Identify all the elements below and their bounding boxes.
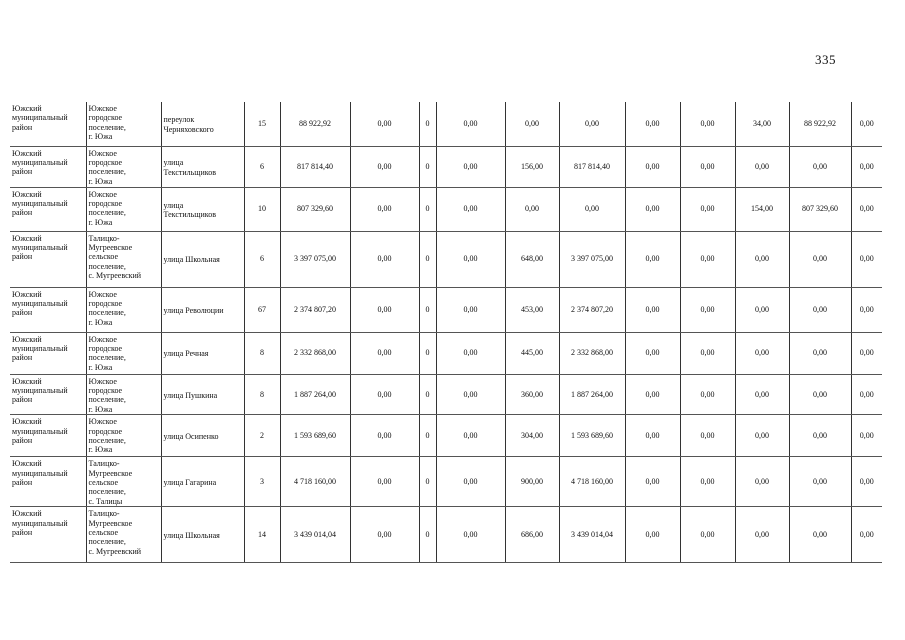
settlement-cell-line: Талицко-	[88, 233, 120, 243]
count-col-cell: 0	[419, 187, 436, 231]
cost-col-7-cell: 0,00	[851, 332, 882, 374]
area-col-2-cell: 0,00	[735, 332, 789, 374]
cost-col-2-cell: 0,00	[436, 187, 505, 231]
cost-col-5-cell: 0,00	[680, 287, 735, 332]
settlement-cell-line: Южское	[88, 417, 117, 427]
settlement-cell-line: городское	[88, 385, 123, 395]
cost-col-6-cell: 88 922,92	[789, 102, 851, 146]
count-col-cell: 0	[419, 332, 436, 374]
cost-col-1-cell: 0,00	[350, 415, 419, 457]
cost-col-6-cell: 0,00	[789, 457, 851, 507]
table-row	[10, 415, 882, 457]
district-cell	[10, 457, 86, 507]
settlement-cell-line: Южское	[88, 148, 117, 158]
cost-col-6-cell: 807 329,60	[789, 187, 851, 231]
cost-col-5-cell: 0,00	[680, 374, 735, 415]
settlement-cell-line: г. Южа	[88, 445, 113, 455]
settlement-cell	[86, 374, 161, 415]
cost-col-7-cell: 0,00	[851, 287, 882, 332]
district-cell-line: Южский	[12, 509, 42, 519]
area-col-1-cell: 0,00	[505, 102, 559, 146]
area-col-1-cell: 648,00	[505, 231, 559, 287]
settlement-cell-line: Мугреевское	[88, 468, 133, 478]
cost-col-6-cell: 0,00	[789, 146, 851, 187]
district-cell-line: район	[12, 167, 33, 177]
house-number-cell: 3	[244, 457, 280, 507]
district-cell-line: район	[12, 435, 33, 445]
cost-col-6-cell: 0,00	[789, 231, 851, 287]
street-cell-line: улица Гагарина	[163, 477, 217, 487]
settlement-cell-line: поселение,	[88, 122, 126, 132]
street-cell-line: Текстильщиков	[163, 210, 216, 219]
cost-col-7-cell: 0,00	[851, 457, 882, 507]
cost-col-1-cell: 0,00	[350, 102, 419, 146]
area-col-1-cell: 445,00	[505, 332, 559, 374]
settlement-cell-line: г. Южа	[88, 404, 113, 414]
settlement-cell-line: Мугреевское	[88, 518, 133, 528]
total-cost-cell: 88 922,92	[280, 102, 350, 146]
cost-col-1-cell: 0,00	[350, 332, 419, 374]
settlement-cell-line: городское	[88, 343, 123, 353]
street-cell-line: улица Пушкина	[163, 390, 218, 400]
street-cell-line: улица	[163, 158, 184, 168]
street-cell-line: улица Школьная	[163, 255, 220, 265]
total-cost-cell: 2 374 807,20	[280, 287, 350, 332]
cost-col-3-cell: 1 887 264,00	[559, 374, 625, 415]
settlement-cell-line: Талицко-	[88, 459, 120, 469]
cost-col-6-cell: 0,00	[789, 507, 851, 563]
settlement-cell-line: городское	[88, 113, 123, 123]
cost-col-2-cell: 0,00	[436, 102, 505, 146]
cost-col-3-cell: 2 332 868,00	[559, 332, 625, 374]
street-cell-line: улица Революции	[163, 305, 224, 315]
district-cell-line: район	[12, 252, 33, 262]
cost-col-4-cell: 0,00	[625, 231, 680, 287]
street-cell	[161, 146, 244, 187]
count-col-cell: 0	[419, 457, 436, 507]
district-cell-line: муниципальный	[12, 198, 68, 208]
total-cost-cell: 3 397 075,00	[280, 231, 350, 287]
district-cell-line: район	[12, 122, 33, 132]
cost-col-2-cell: 0,00	[436, 507, 505, 563]
district-cell-line: Южский	[12, 104, 42, 113]
settlement-cell-line: г. Южа	[88, 176, 113, 186]
cost-col-1-cell: 0,00	[350, 146, 419, 187]
cost-col-3-cell: 4 718 160,00	[559, 457, 625, 507]
street-cell-line: Текстильщиков	[163, 167, 216, 177]
cost-col-2-cell: 0,00	[436, 146, 505, 187]
settlement-cell-line: г. Южа	[88, 132, 113, 142]
settlement-cell-line: с. Талицы	[88, 496, 123, 506]
area-col-2-cell: 34,00	[735, 102, 789, 146]
house-number-cell: 8	[244, 374, 280, 415]
street-cell	[161, 187, 244, 231]
settlement-cell-line: с. Мугреевский	[88, 271, 142, 281]
settlement-cell-line: городское	[88, 157, 123, 167]
district-cell-line: муниципальный	[12, 385, 68, 395]
house-number-cell: 8	[244, 332, 280, 374]
settlement-cell-line: поселение,	[88, 353, 126, 363]
settlement-cell-line: поселение,	[88, 395, 126, 405]
district-cell-line: район	[12, 395, 33, 405]
table-row	[10, 187, 882, 231]
cost-col-6-cell: 0,00	[789, 332, 851, 374]
cost-col-2-cell: 0,00	[436, 332, 505, 374]
district-cell-line: Южский	[12, 189, 42, 199]
street-cell-line: улица Речная	[163, 349, 209, 359]
district-cell-line: район	[12, 477, 33, 487]
cost-col-5-cell: 0,00	[680, 332, 735, 374]
district-cell-line: муниципальный	[12, 518, 68, 528]
settlement-cell-line: поселение,	[88, 308, 126, 318]
settlement-cell-line: Южское	[88, 334, 117, 344]
district-cell-line: район	[12, 353, 33, 363]
area-col-1-cell: 900,00	[505, 457, 559, 507]
cost-col-5-cell: 0,00	[680, 415, 735, 457]
settlement-cell-line: Южское	[88, 289, 117, 299]
settlement-cell-line: городское	[88, 198, 123, 208]
cost-col-1-cell: 0,00	[350, 457, 419, 507]
settlement-cell	[86, 146, 161, 187]
area-col-1-cell: 0,00	[505, 187, 559, 231]
street-cell	[161, 287, 244, 332]
settlement-cell-line: Мугреевское	[88, 242, 133, 252]
district-cell-line: муниципальный	[12, 157, 68, 167]
settlement-cell-line: сельское	[88, 252, 119, 262]
area-col-2-cell: 0,00	[735, 231, 789, 287]
cost-col-4-cell: 0,00	[625, 102, 680, 146]
street-cell	[161, 507, 244, 563]
cost-col-2-cell: 0,00	[436, 415, 505, 457]
cost-col-5-cell: 0,00	[680, 231, 735, 287]
settlement-cell-line: Южское	[88, 376, 117, 386]
district-cell	[10, 146, 86, 187]
cost-col-5-cell: 0,00	[680, 102, 735, 146]
district-cell	[10, 287, 86, 332]
house-number-cell: 6	[244, 231, 280, 287]
settlement-cell-line: г. Южа	[88, 217, 113, 227]
cost-col-4-cell: 0,00	[625, 332, 680, 374]
table-row	[10, 507, 882, 563]
district-cell	[10, 415, 86, 457]
district-cell-line: Южский	[12, 289, 42, 299]
street-cell-line: переулок	[163, 115, 195, 125]
cost-col-2-cell: 0,00	[436, 231, 505, 287]
cost-col-7-cell: 0,00	[851, 507, 882, 563]
count-col-cell: 0	[419, 374, 436, 415]
street-cell	[161, 457, 244, 507]
district-cell	[10, 231, 86, 287]
cost-col-7-cell: 0,00	[851, 146, 882, 187]
total-cost-cell: 807 329,60	[280, 187, 350, 231]
district-cell-line: Южский	[12, 334, 42, 344]
cost-col-3-cell: 3 397 075,00	[559, 231, 625, 287]
settlement-cell	[86, 332, 161, 374]
area-col-2-cell: 0,00	[735, 415, 789, 457]
settlement-cell-line: поселение,	[88, 167, 126, 177]
count-col-cell: 0	[419, 146, 436, 187]
settlement-cell	[86, 287, 161, 332]
total-cost-cell: 817 814,40	[280, 146, 350, 187]
district-cell	[10, 187, 86, 231]
cost-col-5-cell: 0,00	[680, 187, 735, 231]
street-cell	[161, 415, 244, 457]
settlement-cell	[86, 507, 161, 563]
table-body	[10, 102, 882, 563]
street-cell	[161, 102, 244, 146]
house-number-cell: 2	[244, 415, 280, 457]
cost-col-4-cell: 0,00	[625, 187, 680, 231]
district-cell	[10, 374, 86, 415]
table-row	[10, 457, 882, 507]
cost-col-3-cell: 3 439 014,04	[559, 507, 625, 563]
house-number-cell: 15	[244, 102, 280, 146]
district-cell-line: район	[12, 208, 33, 218]
cost-col-7-cell: 0,00	[851, 415, 882, 457]
cost-col-4-cell: 0,00	[625, 415, 680, 457]
house-number-cell: 10	[244, 187, 280, 231]
table-row	[10, 332, 882, 374]
area-col-1-cell: 156,00	[505, 146, 559, 187]
area-col-1-cell: 360,00	[505, 374, 559, 415]
street-cell	[161, 374, 244, 415]
cost-col-3-cell: 0,00	[559, 187, 625, 231]
street-cell-line: Черняховского	[163, 124, 214, 134]
total-cost-cell: 1 887 264,00	[280, 374, 350, 415]
cost-col-6-cell: 0,00	[789, 374, 851, 415]
cost-col-5-cell: 0,00	[680, 457, 735, 507]
settlement-cell-line: поселение,	[88, 487, 126, 497]
settlement-cell-line: поселение,	[88, 208, 126, 218]
total-cost-cell: 4 718 160,00	[280, 457, 350, 507]
repair-register-table	[10, 102, 882, 563]
area-col-1-cell: 453,00	[505, 287, 559, 332]
street-cell	[161, 332, 244, 374]
district-cell-line: муниципальный	[12, 343, 68, 353]
district-cell-line: Южский	[12, 417, 42, 427]
area-col-2-cell: 0,00	[735, 287, 789, 332]
settlement-cell	[86, 231, 161, 287]
total-cost-cell: 2 332 868,00	[280, 332, 350, 374]
cost-col-4-cell: 0,00	[625, 507, 680, 563]
district-cell-line: район	[12, 527, 33, 537]
cost-col-2-cell: 0,00	[436, 374, 505, 415]
district-cell	[10, 332, 86, 374]
cost-col-6-cell: 0,00	[789, 415, 851, 457]
cost-col-2-cell: 0,00	[436, 457, 505, 507]
count-col-cell: 0	[419, 231, 436, 287]
area-col-2-cell: 154,00	[735, 187, 789, 231]
cost-col-7-cell: 0,00	[851, 102, 882, 146]
settlement-cell-line: поселение,	[88, 435, 126, 445]
settlement-cell-line: поселение,	[88, 537, 126, 547]
area-col-2-cell: 0,00	[735, 457, 789, 507]
settlement-cell	[86, 415, 161, 457]
cost-col-5-cell: 0,00	[680, 146, 735, 187]
district-cell-line: муниципальный	[12, 298, 68, 308]
area-col-1-cell: 304,00	[505, 415, 559, 457]
district-cell-line: район	[12, 308, 33, 318]
count-col-cell: 0	[419, 507, 436, 563]
cost-col-1-cell: 0,00	[350, 374, 419, 415]
area-col-2-cell: 0,00	[735, 507, 789, 563]
settlement-cell-line: Южское	[88, 189, 117, 199]
total-cost-cell: 1 593 689,60	[280, 415, 350, 457]
area-col-2-cell: 0,00	[735, 146, 789, 187]
house-number-cell: 67	[244, 287, 280, 332]
cost-col-1-cell: 0,00	[350, 187, 419, 231]
count-col-cell: 0	[419, 415, 436, 457]
cost-col-4-cell: 0,00	[625, 146, 680, 187]
total-cost-cell: 3 439 014,04	[280, 507, 350, 563]
settlement-cell-line: г. Южа	[88, 362, 113, 372]
street-cell	[161, 231, 244, 287]
cost-col-3-cell: 0,00	[559, 102, 625, 146]
settlement-cell-line: сельское	[88, 477, 119, 487]
cost-col-6-cell: 0,00	[789, 287, 851, 332]
cost-col-3-cell: 2 374 807,20	[559, 287, 625, 332]
district-cell-line: муниципальный	[12, 242, 68, 252]
cost-col-4-cell: 0,00	[625, 374, 680, 415]
settlement-cell-line: поселение,	[88, 261, 126, 271]
table-row	[10, 231, 882, 287]
settlement-cell-line: Южское	[88, 104, 117, 113]
street-cell-line: улица Осипенко	[163, 431, 219, 441]
district-cell-line: Южский	[12, 233, 42, 243]
cost-col-7-cell: 0,00	[851, 374, 882, 415]
house-number-cell: 14	[244, 507, 280, 563]
area-col-1-cell: 686,00	[505, 507, 559, 563]
district-cell	[10, 507, 86, 563]
settlement-cell-line: городское	[88, 426, 123, 436]
settlement-cell-line: с. Мугреевский	[88, 546, 142, 556]
street-cell-line: улица Школьная	[163, 530, 220, 540]
cost-col-4-cell: 0,00	[625, 287, 680, 332]
table-row	[10, 102, 882, 146]
cost-col-3-cell: 817 814,40	[559, 146, 625, 187]
district-cell-line: муниципальный	[12, 426, 68, 436]
cost-col-4-cell: 0,00	[625, 457, 680, 507]
district-cell	[10, 102, 86, 146]
district-cell-line: Южский	[12, 148, 42, 158]
district-cell-line: Южский	[12, 459, 42, 469]
table-row	[10, 374, 882, 415]
cost-col-7-cell: 0,00	[851, 187, 882, 231]
area-col-2-cell: 0,00	[735, 374, 789, 415]
cost-col-2-cell: 0,00	[436, 287, 505, 332]
district-cell-line: муниципальный	[12, 113, 68, 123]
settlement-cell	[86, 187, 161, 231]
table-row	[10, 146, 882, 187]
table-row	[10, 287, 882, 332]
district-cell-line: муниципальный	[12, 468, 68, 478]
count-col-cell: 0	[419, 102, 436, 146]
cost-col-1-cell: 0,00	[350, 287, 419, 332]
settlement-cell	[86, 102, 161, 146]
cost-col-1-cell: 0,00	[350, 231, 419, 287]
cost-col-5-cell: 0,00	[680, 507, 735, 563]
settlement-cell-line: сельское	[88, 527, 119, 537]
street-cell-line: улица	[163, 200, 184, 210]
settlement-cell-line: городское	[88, 298, 123, 308]
settlement-cell-line: Талицко-	[88, 509, 120, 519]
district-cell-line: Южский	[12, 376, 42, 386]
count-col-cell: 0	[419, 287, 436, 332]
page-number: 335	[815, 52, 836, 67]
house-number-cell: 6	[244, 146, 280, 187]
cost-col-3-cell: 1 593 689,60	[559, 415, 625, 457]
cost-col-1-cell: 0,00	[350, 507, 419, 563]
settlement-cell-line: г. Южа	[88, 317, 113, 327]
settlement-cell	[86, 457, 161, 507]
cost-col-7-cell: 0,00	[851, 231, 882, 287]
